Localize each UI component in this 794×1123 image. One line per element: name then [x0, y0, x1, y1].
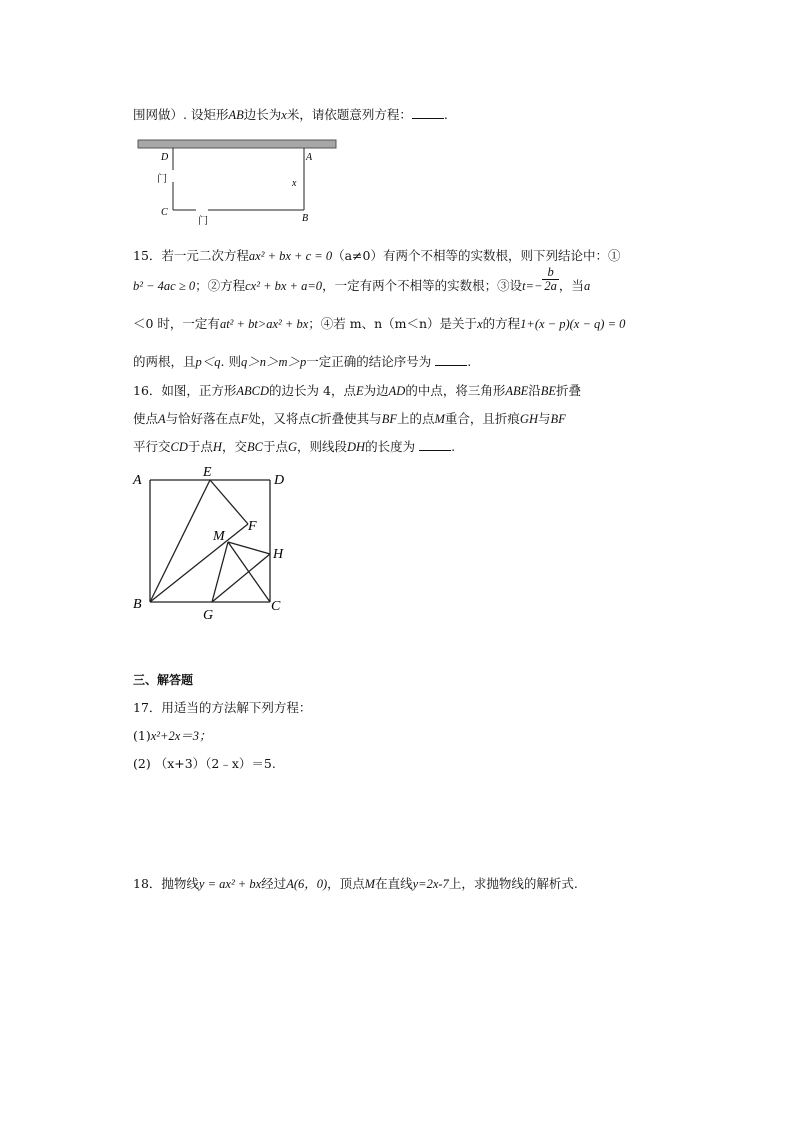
q16-line3: 平行交CD于点H，交BC于点G，则线段DH的长度为 . [133, 439, 456, 454]
label-H: H [273, 547, 284, 562]
answer-blank[interactable] [435, 354, 467, 366]
wall [138, 140, 336, 148]
q15-line4: 的两根，且p＜q. 则q＞n＞m＞p一定正确的结论序号为 . [133, 354, 472, 369]
q17-part1: (1)x²+2x＝3； [133, 728, 212, 743]
q17-intro: 17．用适当的方法解下列方程： [133, 700, 312, 715]
q14-figure [130, 134, 345, 226]
seg-mh [228, 542, 270, 554]
label-x: x [292, 178, 297, 189]
q16-line2: 使点A与恰好落在点F处，又将点C折叠使其与BF上的点M重合，且折痕GH与BF [133, 411, 566, 426]
q14-text: 围网做）. 设矩形AB边长为x米，请依题意列方程： . [133, 107, 448, 122]
fraction-b-2a: $\frac{b}{2a}$ [544, 265, 557, 293]
label-M: M [213, 529, 225, 544]
label-d: D [161, 152, 169, 163]
label-E: E [203, 465, 212, 480]
label-C: C [271, 599, 281, 614]
q17-part2: (2) （x+3）（2﹣x）＝5. [133, 756, 276, 771]
label-D: D [274, 473, 285, 488]
label-G: G [203, 608, 214, 622]
answer-blank[interactable] [412, 107, 444, 119]
q16-line1: 16．如图，正方形ABCD的边长为 4，点E为边AD的中点，将三角形ABE沿BE折叠 [133, 383, 582, 398]
label-door-left: 门 [157, 174, 167, 185]
label-B: B [133, 597, 142, 612]
label-c: C [161, 207, 168, 218]
section-title: 三、解答题 [133, 673, 194, 687]
q15-line2: b² − 4ac ≥ 0；②方程cx² + bx + a=0，一定有两个不相等的实数根；③设t=− $\frac{b}{2a}$ ，当a [133, 265, 591, 293]
answer-blank[interactable] [419, 439, 451, 451]
label-door-bottom: 门 [198, 216, 208, 226]
q18-text: 18．抛物线y = ax² + bx经过A(6，0)，顶点M在直线y=2x-7上，求抛物线的解析式. [133, 876, 578, 891]
label-F: F [248, 519, 257, 534]
q15-line3: ＜0 时，一定有at² + bt>ax² + bx；④若 m、n（m＜n）是关于x的方程1+(x − p)(x − q) = 0 [133, 316, 626, 331]
q15-line1: 15．若一元二次方程ax² + bx + c = 0（a≠0）有两个不相等的实数根，则下列结论中：① [133, 248, 621, 263]
seg-be [150, 480, 210, 602]
label-A: A [133, 473, 142, 488]
label-b: B [302, 213, 309, 224]
label-a: A [306, 152, 313, 163]
seg-bf [150, 524, 248, 602]
q16-figure [128, 462, 293, 622]
seg-mc [228, 542, 270, 602]
seg-ef [210, 480, 248, 524]
